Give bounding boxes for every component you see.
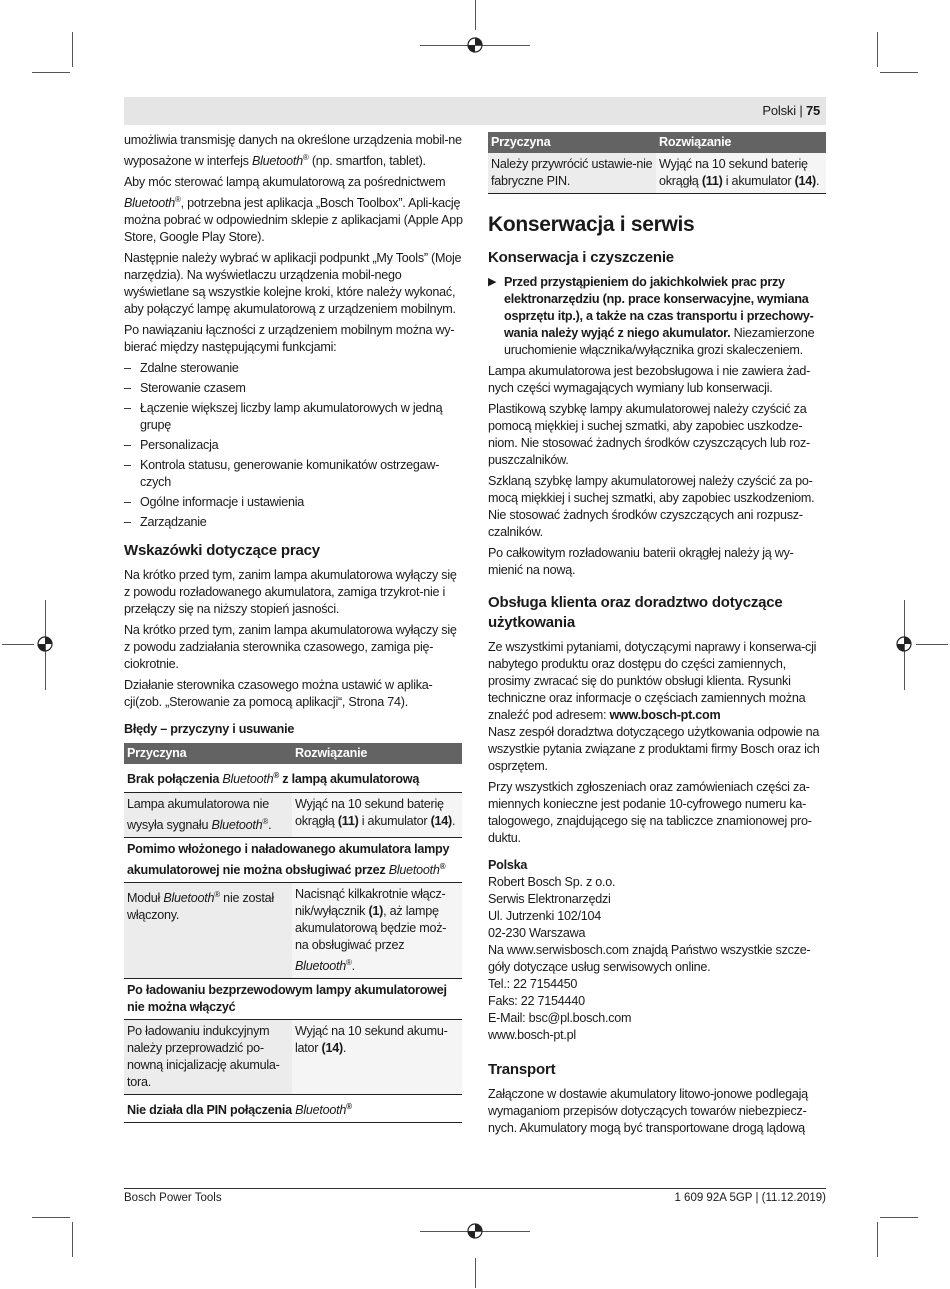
- crop-mark: [475, 0, 476, 30]
- table-row: [124, 792, 462, 837]
- crop-mark: [2, 644, 34, 645]
- page-number: 75: [805, 103, 820, 118]
- app-paragraph: Aby móc sterować lampą akumulatorową za pośrednictwem Bluetooth®, potrzebna jest aplikacja „Bosch Toolbox”. Apli-kację można pobrać w odpowiednim sklepie z aplikacjami (Apple App Store, Google Play Store).: [124, 175, 463, 245]
- work-tip-paragraph: Na krótko przed tym, zanim lampa akumulatorowa wyłączy się z powodu zadziałania sterownika czasowego, zamiga pię-ciokrotnie.: [124, 623, 457, 672]
- table-row: [488, 153, 826, 194]
- cause-cell: Należy przywrócić ustawie-nie fabryczne PIN.: [488, 153, 656, 194]
- crop-mark: [880, 72, 918, 73]
- address-line: Robert Bosch Sp. z o.o.: [488, 875, 616, 889]
- cause-cell: Lampa akumulatorowa nie wysyła sygnału Bluetooth®.: [124, 792, 292, 837]
- list-item: – Kontrola statusu, generowanie komunikatów ostrzegaw-czych: [124, 457, 464, 491]
- troubleshooting-table: [124, 743, 462, 1123]
- functions-list: [124, 360, 464, 531]
- header-language: Polski: [762, 103, 796, 118]
- solution-cell: Wyjąć na 10 sekund baterię okrągłą (11) i akumulator (14).: [656, 153, 826, 194]
- list-item: – Łączenie większej liczby lamp akumulatorowych w jedną grupę: [124, 400, 464, 434]
- list-item: – Zarządzanie: [124, 514, 464, 531]
- left-column: [124, 132, 464, 1123]
- table-title: Błędy – przyczyny i usuwanie: [124, 722, 295, 737]
- section-heading-maintenance: Konserwacja i serwis: [488, 213, 695, 236]
- solution-cell: Wyjąć na 10 sekund baterię okrągłą (11) i akumulator (14).: [292, 792, 462, 837]
- crop-mark: [32, 1217, 70, 1218]
- footer-doc-number: 1 609 92A 5GP | (11.12.2019): [674, 1192, 826, 1204]
- crop-mark: [877, 32, 878, 67]
- table-row: [124, 882, 462, 978]
- registration-target-icon: [466, 36, 484, 54]
- crop-mark: [475, 1258, 476, 1288]
- crop-mark: [880, 1217, 918, 1218]
- column-header-solution: Rozwiązanie: [656, 132, 826, 153]
- cleaning-paragraph: Plastikową szybkę lampy akumulatorowej należy czyścić za pomocą miękkiej i suchej szmatki, aby zapobiec uszkodze-niom. Nie stosować żadnych środków czyszczących lub roz-puszczalników.: [488, 402, 810, 467]
- cleaning-paragraph: Szklaną szybkę lampy akumulatorowej należy czyścić za po-mocą miękkiej i suchej szmatki, aby zapobiec uszkodzeniom. Nie stosować żadnych środków czyszczących ani rozpusz-czalników.: [488, 474, 815, 539]
- mytools-paragraph: Następnie należy wybrać w aplikacji podpunkt „My Tools” (Moje narzędzia). Na wyświetlaczu urządzenia mobil-nego wyświetlane są wszystkie kolejne kroki, które należy wykonać, aby połączyć lampę akumulatorową z urządzeniem mobilnym.: [124, 251, 462, 317]
- cleaning-paragraph: Lampa akumulatorowa jest bezobsługowa i nie zawiera żad-nych części wymagających wymiany lub konserwacji.: [488, 364, 811, 395]
- table-header-row: [124, 743, 462, 764]
- column-header-solution: Rozwiązanie: [292, 743, 462, 764]
- crop-mark: [72, 32, 73, 67]
- address-line[interactable]: E-Mail: bsc@pl.bosch.com: [488, 1011, 632, 1025]
- cause-cell: Moduł Bluetooth® nie został włączony.: [124, 882, 292, 978]
- subsection-heading-service: Obsługa klienta oraz doradztwo dotyczące użytkowania: [488, 594, 783, 631]
- crop-mark: [916, 644, 948, 645]
- warning-arrow-icon: ▶: [488, 276, 497, 288]
- service-paragraph: Ze wszystkimi pytaniami, dotyczącymi naprawy i konserwa-cji nabytego produktu oraz dostępu do części zamiennych, prosimy zwracać się do punktów obsługi klienta. Rysunki techniczne oraz informacje o częściach zamiennych można znaleźć pod adresem: www.bosch-pt.com: [488, 640, 817, 722]
- registration-target-icon: [466, 1222, 484, 1240]
- service-link[interactable]: www.bosch-pt.com: [609, 708, 721, 722]
- address-line: Serwis Elektronarzędzi: [488, 892, 611, 906]
- troubleshooting-table-continued: [488, 132, 826, 194]
- solution-cell: Wyjąć na 10 sekund akumu-lator (14).: [292, 1020, 462, 1095]
- address-block: [488, 874, 828, 1044]
- functions-intro: Po nawiązaniu łączności z urządzeniem mobilnym można wy-bierać między następującymi funkcjami:: [124, 323, 455, 355]
- footer-brand: Bosch Power Tools: [124, 1192, 222, 1204]
- address-line: Na www.serwisbosch.com znajdą Państwo wszystkie szcze-góły dotyczące usług serwisowych online.: [488, 943, 811, 974]
- crop-mark: [877, 1222, 878, 1257]
- crop-mark: [32, 72, 70, 73]
- registration-target-icon: [36, 635, 54, 653]
- list-item: – Zdalne sterowanie: [124, 360, 464, 377]
- header-band: [124, 97, 826, 125]
- service-paragraph: Przy wszystkich zgłoszeniach oraz zamówieniach części za-miennych konieczne jest podanie 10-cyfrowego numeru ka-talogowego, znajdującego się na tabliczce znamionowej pro-duktu.: [488, 780, 812, 845]
- list-item: – Personalizacja: [124, 437, 464, 454]
- right-column: [488, 132, 828, 1141]
- crop-mark: [72, 1222, 73, 1257]
- safety-warning: ▶ Przed przystąpieniem do jakichkolwiek prac przy elektronarzędziu (np. prace konserwacyjne, wymiana osprzętu itp.), a także na czas transportu i przechowy-wania należy wyjąć z niego akumulator. Niezamierzone uruchomienie włącznika/wyłącznika grozi skaleczeniem.: [488, 275, 815, 357]
- service-paragraph: Nasz zespół doradztwa dotyczącego użytkowania odpowie na wszystkie pytania związane z produktami firmy Bosch oraz ich osprzętem.: [488, 725, 820, 773]
- address-line: Faks: 22 7154440: [488, 994, 585, 1008]
- subsection-heading-transport: Transport: [488, 1061, 556, 1078]
- transport-paragraph: Załączone w dostawie akumulatory litowo-jonowe podlegają wymaganiom przepisów dotyczących towarów niebezpiecz-nych. Akumulatory mogą być transportowane drogą lądową: [488, 1087, 808, 1135]
- column-header-cause: Przyczyna: [124, 743, 292, 764]
- table-group-row: Nie działa dla PIN połączenia Bluetooth®: [124, 1095, 462, 1123]
- work-tip-paragraph: Na krótko przed tym, zanim lampa akumulatorowa wyłączy się z powodu rozładowanego akumulatora, zamiga trzykrot-nie i przełączy się na niższy stopień jasności.: [124, 568, 457, 617]
- country-heading: Polska: [488, 858, 528, 872]
- table-header-row: [488, 132, 826, 153]
- address-line[interactable]: www.bosch-pt.pl: [488, 1028, 576, 1042]
- list-item: – Sterowanie czasem: [124, 380, 464, 397]
- solution-cell: Nacisnąć kilkakrotnie włącz-nik/wyłącznik (1), aż lampę akumulatorową będzie moż-na obsługiwać przez Bluetooth®.: [292, 882, 462, 978]
- footer-rule: [124, 1188, 826, 1189]
- section-heading-work-tips: Wskazówki dotyczące pracy: [124, 542, 320, 560]
- list-item: – Ogólne informacje i ustawienia: [124, 494, 464, 511]
- subsection-heading-cleaning: Konserwacja i czyszczenie: [488, 249, 674, 266]
- address-line: Tel.: 22 7154450: [488, 977, 578, 991]
- address-line: 02-230 Warszawa: [488, 926, 586, 940]
- column-header-cause: Przyczyna: [488, 132, 656, 153]
- work-tip-paragraph: Działanie sterownika czasowego można ustawić w aplika-cji(zob. „Sterowanie za pomocą aplikacji“, Strona 74).: [124, 678, 433, 710]
- table-group-row: Po ładowaniu bezprzewodowym lampy akumulatorowej nie można włączyć: [124, 979, 462, 1020]
- cause-cell: Po ładowaniu indukcyjnym należy przeprowadzić po-nowną inicjalizację akumula-tora.: [124, 1020, 292, 1095]
- registration-target-icon: [895, 635, 913, 653]
- address-line: Ul. Jutrzenki 102/104: [488, 909, 602, 923]
- cleaning-paragraph: Po całkowitym rozładowaniu baterii okrągłej należy ją wy-mienić na nową.: [488, 546, 794, 577]
- intro-paragraph: umożliwia transmisję danych na określone urządzenia mobil-ne wyposażone w interfejs Bluetooth® (np. smartfon, tablet).: [124, 133, 462, 169]
- table-row: [124, 1020, 462, 1095]
- table-group-row: Pomimo włożonego i naładowanego akumulatora lampy akumulatorowej nie można obsługiwać przez Bluetooth®: [124, 837, 462, 882]
- table-group-row: Brak połączenia Bluetooth® z lampą akumulatorową: [124, 764, 462, 792]
- header-separator: |: [799, 103, 803, 118]
- page-header: [762, 103, 820, 118]
